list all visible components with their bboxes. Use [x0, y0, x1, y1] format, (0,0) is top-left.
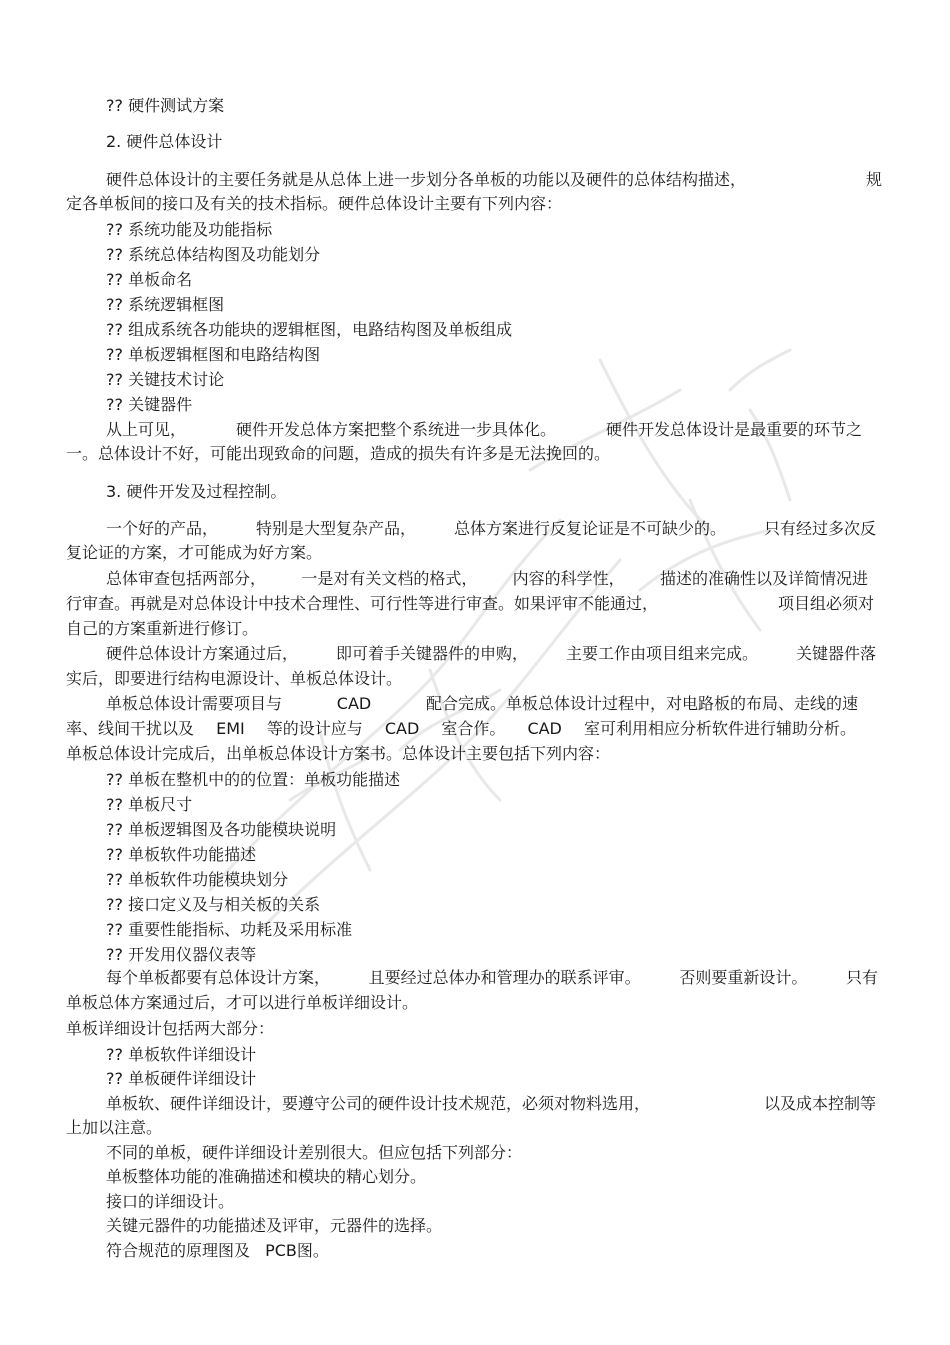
list-item: ?? 硬件测试方案 — [106, 96, 225, 115]
text-segment: 等的设计应与 — [266, 719, 363, 738]
paragraph-line: 关键元器件的功能描述及评审，元器件的选择。 — [106, 1216, 443, 1235]
list-item: ?? 系统逻辑框图 — [106, 295, 225, 314]
text-segment: 行审查。再就是对总体设计中技术合理性、可行性等进行审查。如果评审不能通过， — [66, 594, 659, 613]
list-item: ?? 单板软件功能模块划分 — [106, 870, 289, 889]
paragraph-line: 单板总体设计完成后，出单板总体设计方案书。总体设计主要包括下列内容： — [66, 744, 611, 763]
list-item: ?? 重要性能指标、功耗及采用标准 — [106, 920, 353, 939]
paragraph-line — [106, 644, 876, 664]
text-segment: CAD — [527, 719, 562, 738]
text-segment: PCB图。 — [265, 1241, 329, 1260]
text-segment: 总体审查包括两部分， — [106, 569, 267, 588]
paragraph-line: 单板总体方案通过后，才可以进行单板详细设计。 — [66, 993, 419, 1012]
paragraph-line: 复论证的方案，才可能成为好方案。 — [66, 543, 323, 562]
text-segment: 硬件开发总体方案把整个系统进一步具体化。 — [235, 420, 556, 439]
paragraph-line: 不同的单板，硬件详细设计差别很大。但应包括下列部分： — [106, 1143, 523, 1162]
paragraph-line — [106, 519, 876, 539]
text-segment: 即可着手关键器件的申购， — [335, 644, 528, 663]
paragraph-line: 接口的详细设计。 — [106, 1192, 235, 1211]
text-segment: 关键器件落 — [795, 644, 876, 663]
list-item: ?? 单板逻辑图及各功能模块说明 — [106, 820, 337, 839]
paragraph-line — [106, 694, 858, 714]
text-segment: 以及成本控制等 — [763, 1094, 876, 1113]
paragraph-line — [106, 569, 868, 589]
list-item: ?? 关键器件 — [106, 395, 193, 414]
list-item: ?? 单板尺寸 — [106, 795, 193, 814]
text-segment: 规 — [865, 170, 882, 189]
text-segment: 率、线间干扰以及 — [66, 719, 195, 738]
paragraph-line: 单板整体功能的准确描述和模块的精心划分。 — [106, 1167, 427, 1186]
text-segment: CAD — [336, 694, 372, 713]
text-segment: 主要工作由项目组来完成。 — [565, 644, 758, 663]
list-item: ?? 单板软件详细设计 — [106, 1045, 257, 1064]
text-segment: 硬件开发总体设计是最重要的环节之 — [605, 420, 862, 439]
text-segment: 室合作。 — [441, 719, 506, 738]
paragraph-line: 自己的方案重新进行修订。 — [66, 619, 259, 638]
list-item: ?? 开发用仪器仪表等 — [106, 945, 257, 964]
paragraph-line — [66, 719, 856, 739]
paragraph-line — [106, 968, 878, 988]
text-segment: 描述的准确性以及详简情况进 — [659, 569, 868, 588]
paragraph-line: 实后，即要进行结构电源设计、单板总体设计。 — [66, 669, 403, 688]
paragraph-line — [66, 594, 874, 614]
text-segment: 每个单板都要有总体设计方案， — [106, 968, 331, 987]
paragraph-line: 一。总体设计不好，可能出现致命的问题，造成的损失有许多是无法挽回的。 — [66, 444, 611, 463]
section-heading: 3. 硬件开发及过程控制。 — [106, 482, 287, 501]
text-segment: 从上可见， — [106, 420, 187, 439]
text-segment: 总体方案进行反复论证是不可缺少的。 — [453, 519, 726, 538]
paragraph-line — [106, 170, 882, 190]
text-segment: 硬件总体设计的主要任务就是从总体上进一步划分各单板的功能以及硬件的总体结构描述， — [106, 170, 747, 189]
text-segment: 硬件总体设计方案通过后， — [106, 644, 299, 663]
text-segment: 否则要重新设计。 — [679, 968, 808, 987]
text-segment: 配合完成。单板总体设计过程中，对电路板的布局、走线的速 — [425, 694, 858, 713]
paragraph-line — [106, 1094, 876, 1114]
list-item: ?? 单板逻辑框图和电路结构图 — [106, 345, 321, 364]
paragraph-line — [106, 1241, 926, 1261]
list-item: ?? 组成系统各功能块的逻辑框图，电路结构图及单板组成 — [106, 320, 513, 339]
text-segment: 符合规范的原理图及 — [106, 1241, 251, 1260]
text-segment: 且要经过总体办和管理办的联系评审。 — [368, 968, 641, 987]
list-item: ?? 关键技术讨论 — [106, 370, 225, 389]
list-item: ?? 单板在整机中的的位置：单板功能描述 — [106, 770, 401, 789]
list-item: ?? 单板软件功能描述 — [106, 845, 257, 864]
list-item: ?? 系统功能及功能指标 — [106, 220, 273, 239]
text-segment: 只有经过多次反 — [763, 519, 876, 538]
list-item: ?? 单板命名 — [106, 270, 193, 289]
text-segment: 单板总体设计需要项目与 — [106, 694, 283, 713]
list-item: ?? 单板硬件详细设计 — [106, 1069, 257, 1088]
text-segment: 一个好的产品， — [106, 519, 219, 538]
list-item: ?? 系统总体结构图及功能划分 — [106, 245, 321, 264]
paragraph-line: 定各单板间的接口及有关的技术指标。硬件总体设计主要有下列内容： — [66, 194, 563, 213]
text-segment: 内容的科学性， — [512, 569, 625, 588]
text-segment: 项目组必须对 — [777, 594, 874, 613]
section-heading: 2. 硬件总体设计 — [106, 132, 223, 151]
paragraph-line: 单板详细设计包括两大部分： — [66, 1019, 275, 1038]
paragraph-line: 上加以注意。 — [66, 1118, 163, 1137]
text-segment: 单板软、硬件详细设计，要遵守公司的硬件设计技术规范，必须对物料选用， — [106, 1094, 651, 1113]
text-segment: 室可利用相应分析软件进行辅助分析。 — [583, 719, 856, 738]
paragraph-line — [106, 420, 862, 440]
text-segment: 一是对有关文档的格式， — [301, 569, 478, 588]
list-item: ?? 接口定义及与相关板的关系 — [106, 895, 321, 914]
text-segment: 特别是大型复杂产品， — [255, 519, 416, 538]
text-segment: CAD — [384, 719, 420, 738]
text-segment: EMI — [216, 719, 245, 738]
text-segment: 只有 — [845, 968, 878, 987]
